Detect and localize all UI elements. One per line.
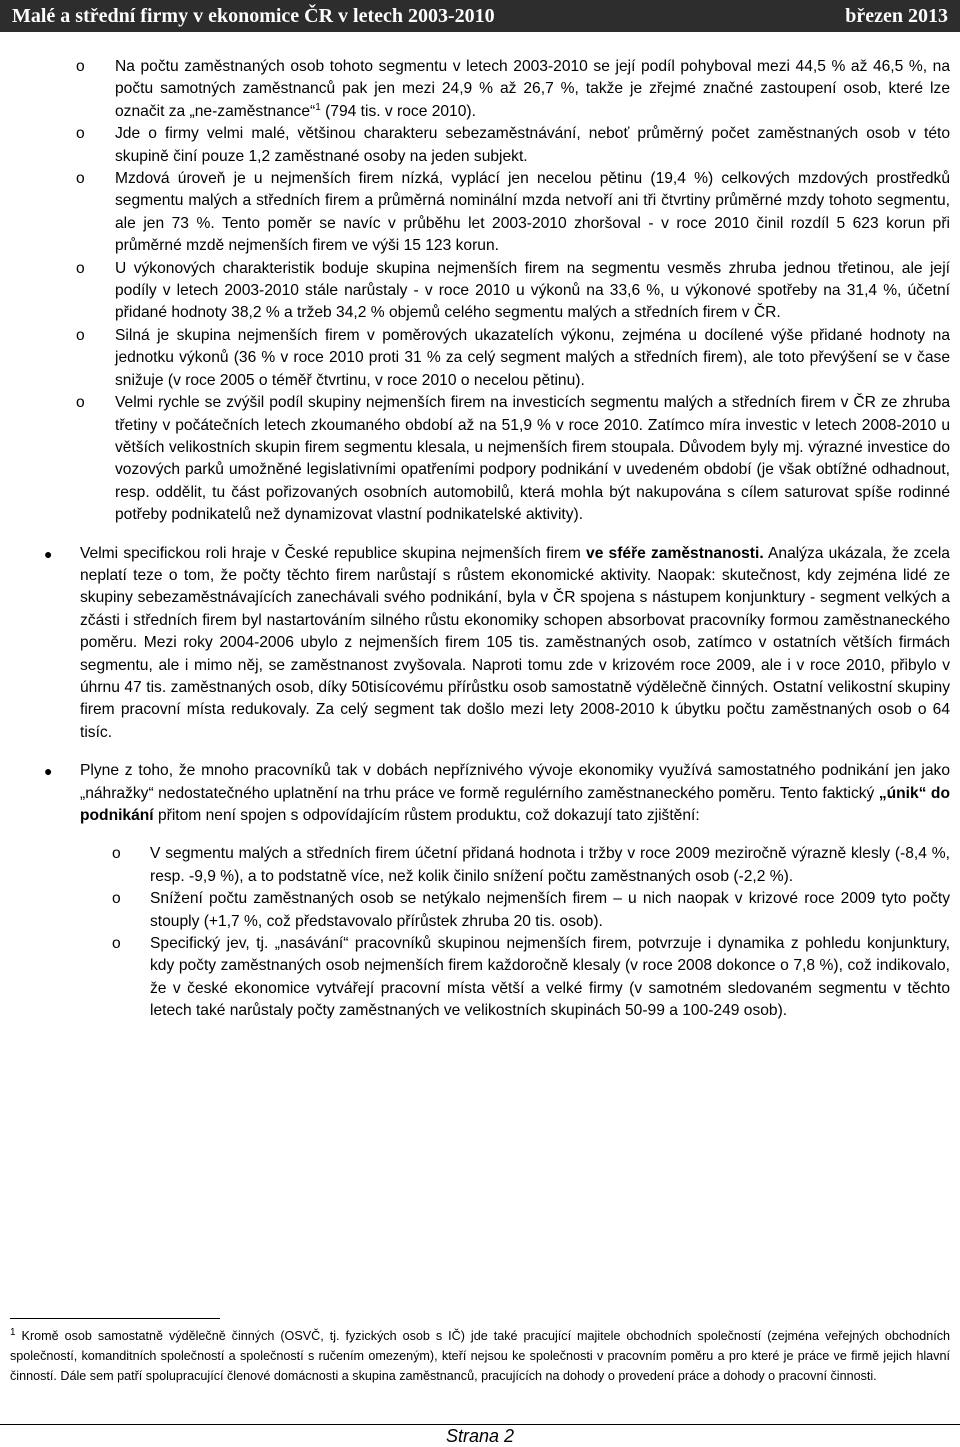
list-item	[0, 843, 960, 888]
paragraph-text-after: přitom není spojen s odpovídajícím růstem produktu, což dokazují tato zjištění:	[153, 807, 700, 824]
sub-bullet-marker: o	[76, 170, 85, 188]
list-item-text: U výkonových charakteristik boduje skupina nejmenších firem na segmentu vesměs zhruba jednou třetinou, ale její podíly v letech 2003-2010 stále narůstaly - v roce 2010 u výkonů na 33,6 %, u výkonové spotřeby na 31,4 %, účetní přidané hodnoty 38,2 % a tržeb 34,2 % objemů celého segmentu malých a středních firem v ČR.	[115, 259, 950, 322]
footnote-text: Kromě osob samostatně výdělečně činných (OSVČ, tj. fyzických osob s IČ) jde také pracující majitele obchodních společností (zejména veřejných obchodních společností, komanditních společností a společností s ručením omezeným), kteří nejsou ke společnosti v pracovním poměru a pro které je práce ve firmě jejich hlavní činností. Dále sem patří spolupracující členové domácnosti a skupina zaměstnanců, pracujících na dohody o provedení práce a dohody o pracovní činnosti.	[10, 1329, 950, 1383]
footnote-number: 1	[10, 1326, 16, 1338]
list-item	[0, 258, 960, 325]
list-item-text: Snížení počtu zaměstnaných osob se netýkalo nejmenších firem – u nich naopak v krizové roce 2009 tyto počty stouply (+1,7 %, což představovalo přírůstek zhruba 20 tis. osob).	[150, 890, 950, 930]
footer-rule	[0, 1424, 960, 1425]
sub-bullet-marker: o	[112, 890, 121, 908]
page-header	[0, 0, 960, 32]
document-body	[0, 56, 960, 1023]
list-item-text: Velmi rychle se zvýšil podíl skupiny nejmenších firem na investicích segmentu malých a středních firem v ČR ze zhruba třetiny v počátečních letech zkoumaného období až na 51,9 % v roce 2010. Zatímco míra investic v letech 2008-2010 u větších velikostních skupin firem segmentu klesala, u nejmenších firem stoupala. Důvodem byly mj. výrazné investice do vozových parků umožněné legislativními opatřeními podpory podnikání v uvedeném období (je však obtížné odhadnout, resp. oddělit, tu část pořizovaných osobních automobilů, která mohla být nakupována s cílem saturovat spíše rodinné potřeby podnikatelů než dynamizovat vlastní podnikatelské aktivity).	[115, 394, 950, 524]
bullet-marker: ●	[44, 763, 53, 780]
list-item-text-after: (794 tis. v roce 2010).	[320, 102, 476, 120]
paragraph-text: Velmi specifickou roli hraje v České republice skupina nejmenších firem	[80, 544, 587, 562]
paragraph-text-after: Analýza ukázala, že zcela neplatí teze o tom, že počty těchto firem narůstají s růstem ekonomické aktivity. Naopak: skutečnost, kdy zejména lidé ze skupiny sebezaměstnávajících zanechávali svého podnikání, byla v ČR spojena s nástupem konjunktury - segment velkých a zčásti i středních firem byl nastartováním silného růstu ekonomiky schopen absorbovat pracovníky formou zaměstnaneckého poměru. Mezi roky 2004-2006 ubylo z nejmenších firem 105 tis. zaměstnaných osob, zatímco v ostatních větších firmách segmentu, ale i mimo něj, se zaměstnanost zvyšovala. Naproti tomu zde v krizovém roce 2009, ale i v roce 2010, přibylo v úhrnu 47 tis. zaměstnaných osob, díky 50tisícovému přírůstku osob samostatně výdělečně činných. Ostatní velikostní skupiny firem pracovní místa redukovaly. Za celý segment tak došlo mezi lety 2008-2010 k úbytku počtu zaměstnaných osob o 64 tisíc.	[80, 544, 950, 741]
list-item-text: Na počtu zaměstnaných osob tohoto segmentu v letech 2003-2010 se její podíl pohyboval mezi 44,5 % až 46,5 %, na počtu samotných zaměstnanců pak jen mezi 24,9 % až 26,7 %, takže je zřejmé značné zastoupení osob, které lze označit za „ne-zaměstnance“	[115, 58, 950, 120]
page-number: Strana 2	[445, 1426, 515, 1446]
list-item	[0, 123, 960, 168]
list-item	[0, 325, 960, 392]
list-item-text: Specifický jev, tj. „nasávání“ pracovníků skupinou nejmenších firem, potvrzuje i dynamika z pohledu konjunktury, kdy počty zaměstnaných osob nejmenších firem každoročně klesaly (v roce 2008 dokonce o 7,8 %), což indikovalo, že v české ekonomice vytvářejí pracovní místa větší a velké firmy (v samotném sledovaném segmentu v těchto letech také narůstaly počty zaměstnaných ve velikostních skupinách 50-99 a 100-249 osob).	[150, 935, 950, 1020]
list-item-text: Mzdová úroveň je u nejmenších firem nízká, vyplácí jen necelou pětinu (19,4 %) celkových mzdových prostředků segmentu malých a středních firem a průměrná nominální mzda netvoří ani tři čtvrtiny průměrné mzdy tohoto segmentu, ale jen 73 %. Tento poměr se navíc v průběhu let 2003-2010 zhoršoval - v roce 2010 činil rozdíl 5 623 korun při průměrné mzdě nejmenších firem ve výši 15 123 korun.	[115, 170, 950, 255]
paragraph-bold: „únik“ do podnikání	[80, 784, 950, 824]
sub-bullet-marker: o	[112, 845, 121, 863]
list-item	[0, 888, 960, 933]
list-item	[0, 933, 960, 1023]
sub-bullet-marker: o	[76, 394, 85, 412]
main-paragraph-escape	[0, 760, 960, 827]
paragraph-text: Plyne z toho, že mnoho pracovníků tak v dobách nepříznivého vývoje ekonomiky využívá samostatného podnikání jen jako „náhražky“ nedostatečného uplatnění na trhu práce ve formě regulérního zaměstnaneckého poměru. Tento faktický	[80, 762, 950, 802]
footnote	[10, 1326, 950, 1386]
list-item-text: V segmentu malých a středních firem účetní přidaná hodnota i tržby v roce 2009 meziročně výrazně klesly (-8,4 %, resp. -9,9 %), a to podstatně více, než kolik činilo snížení počtu zaměstnaných osob (-2,2 %).	[150, 845, 950, 885]
footnote-separator	[10, 1318, 220, 1319]
sub-bullet-marker: o	[76, 58, 85, 75]
main-paragraph-employment	[0, 543, 960, 745]
header-title: Malé a střední firmy v ekonomice ČR v letech 2003-2010	[12, 4, 495, 27]
list-item-text: Jde o firmy velmi malé, většinou charakteru sebezaměstnávání, neboť průměrný počet zaměstnaných osob v této skupině činí pouze 1,2 zaměstnané osoby na jeden subjekt.	[115, 125, 950, 165]
sub-bullet-marker: o	[76, 326, 85, 344]
sub-bullet-marker: o	[76, 259, 85, 277]
list-item	[0, 168, 960, 258]
sub-bullet-marker: o	[112, 935, 121, 953]
footnote-ref[interactable]: 1	[315, 101, 321, 113]
sub-bullet-marker: o	[76, 125, 85, 143]
list-item	[0, 392, 960, 526]
list-item	[0, 56, 960, 123]
bullet-marker: ●	[44, 545, 53, 562]
header-date: březen 2013	[845, 4, 948, 27]
paragraph-bold: ve sféře zaměstnanosti.	[586, 544, 764, 562]
list-item-text: Silná je skupina nejmenších firem v poměrových ukazatelích výkonu, zejména u docílené výše přidané hodnoty na jednotku výkonů (36 % v roce 2010 proti 31 % za celý segment malých a středních firem), ale toto převýšení se v čase snižuje (v roce 2005 o téměř čtvrtinu, v roce 2010 o necelou pětinu).	[115, 326, 950, 389]
